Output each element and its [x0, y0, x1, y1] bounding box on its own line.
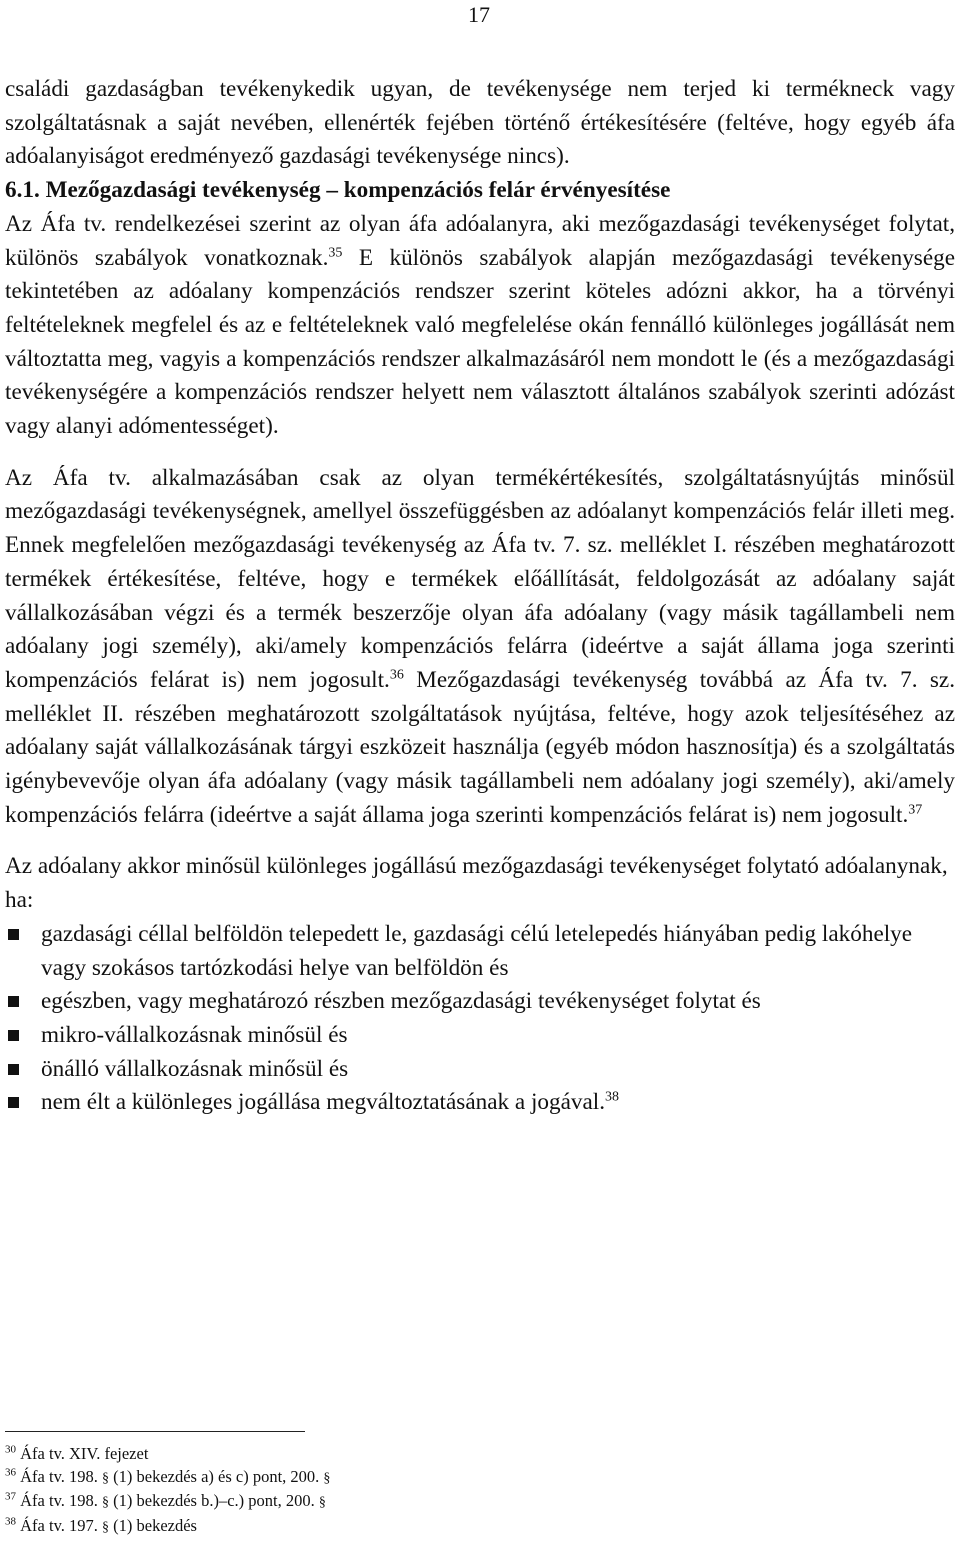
section-sign: §	[102, 1495, 109, 1511]
conditions-list	[5, 918, 955, 1120]
footnote-number: 38	[5, 1515, 16, 1528]
footnote-text: Áfa tv. 197.	[20, 1515, 102, 1535]
square-bullet-icon	[8, 1097, 19, 1108]
footnote-item	[5, 1443, 330, 1466]
footnote-text: (1) bekezdés b.)–c.) pont, 200.	[113, 1491, 319, 1511]
section-sign: §	[318, 1495, 326, 1511]
paragraph-text: Mezőgazdasági tevékenység továbbá az Áfa tv. 7. sz. melléklet II. részében meghatározott szolgáltatások nyújtása, feltéve, hogy azok teljesítéséhez az adóalany saját vállalkozásának tárgyi eszközeit használja (egyéb módon hasznosítja) és a szolgáltatás igénybevevője olyan áfa adóalany (vagy másik tagállambeli nem adóalany jogi személy), aki/amely kompenzációs felárra (ideértve a saját állama joga szerinti kompenzációs felárat is) nem jogosult.	[5, 666, 955, 828]
square-bullet-icon	[8, 1030, 19, 1041]
square-bullet-icon	[8, 929, 19, 940]
list-item	[5, 985, 955, 1019]
paragraph-agricultural-activity	[5, 462, 955, 833]
footnote-divider	[5, 1431, 305, 1432]
footnote-item	[5, 1515, 330, 1540]
list-item-text: mikro-vállalkozásnak minősül és	[41, 1021, 348, 1048]
document-body	[5, 73, 955, 1120]
square-bullet-icon	[8, 996, 19, 1007]
section-heading: 6.1. Mezőgazdasági tevékenység – kompenzációs felár érvényesítése	[5, 177, 671, 204]
section-sign: §	[323, 1470, 331, 1486]
paragraph-text: Az Áfa tv. rendelkezései szerint az olyan áfa adóalanyra, aki mezőgazdasági tevékenységet folytat, különös szabályok vonatkoznak.	[5, 210, 955, 271]
list-item	[5, 1019, 955, 1053]
footnote-number: 37	[5, 1490, 16, 1503]
paragraph-text: E különös szabályok alapján mezőgazdasági tevékenysége tekintetében az adóalany kompenzációs rendszer szerint köteles adózni akkor, ha a törvényi feltételeknek megfelel és az e feltételeknek való megfelelése okán fennálló különleges jogállását nem változtatta meg, vagyis a kompenzációs rendszer alkalmazásáról nem mondott le (és a mezőgazdasági tevékenységére a kompenzációs rendszer helyett nem választott általános szabályok szerinti adózást vagy alanyi adómentességet).	[5, 244, 955, 440]
page-number: 17	[468, 2, 490, 27]
footnote-text: (1) bekezdés	[113, 1515, 197, 1535]
list-item-text: nem élt a különleges jogállása megváltoztatásának a jogával.	[41, 1089, 606, 1116]
footnote-ref[interactable]: 36	[389, 667, 404, 683]
paragraph-intro: családi gazdaságban tevékenykedik ugyan, de tevékenysége nem terjed ki termékneck vagy szolgáltatásnak a saját nevében, ellenérték fejében történő értékesítésére (feltéve, hogy egyéb áfa adóalanyiságot eredményező gazdasági tevékenysége nincs).	[5, 76, 955, 170]
list-item-text: gazdasági céllal belföldön telepedett le, gazdasági célú letelepedés hiányában pedig lakóhelye vagy szokásos tartózkodási helye van belföldön és	[41, 920, 913, 981]
list-item-text: egészben, vagy meghatározó részben mezőgazdasági tevékenységet folytat és	[41, 988, 761, 1015]
list-item	[5, 1053, 955, 1087]
footnote-text: Áfa tv. XIV. fejezet	[20, 1444, 149, 1463]
footnotes	[5, 1443, 330, 1539]
paragraph-conditions-intro: Az adóalany akkor minősül különleges jogállású mezőgazdasági tevékenységet folytató adóalanynak, ha:	[5, 853, 948, 914]
square-bullet-icon	[8, 1064, 19, 1075]
paragraph-text: Az Áfa tv. alkalmazásában csak az olyan termékértékesítés, szolgáltatásnyújtás minősül mezőgazdasági tevékenységnek, amellyel összefüggésben az adóalanyt kompenzációs felár illeti meg. Ennek megfelelően mezőgazdasági tevékenység az Áfa tv. 7. sz. melléklet I. részében meghatározott termékek értékesítése, feltéve, hogy e termékek előállítását, feldolgozását az adóalany saját vállalkozásában végzi és a termék beszerzője olyan áfa adóalany (vagy másik tagállambeli nem adóalany jogi személy), aki/amely kompenzációs felárra (ideértve a saját állama joga szerinti kompenzációs felárat is) nem jogosult.	[5, 464, 955, 693]
list-item	[5, 918, 955, 985]
footnote-item	[5, 1490, 330, 1515]
footnote-ref[interactable]: 38	[605, 1089, 620, 1105]
section-sign: §	[102, 1470, 109, 1486]
footnote-number: 30	[5, 1443, 16, 1456]
section-sign: §	[102, 1519, 109, 1535]
footnote-number: 36	[5, 1466, 16, 1479]
footnote-ref[interactable]: 35	[328, 244, 343, 260]
footnote-item	[5, 1466, 330, 1491]
list-item-text: önálló vállalkozásnak minősül és	[41, 1055, 349, 1082]
footnote-text: Áfa tv. 198.	[20, 1491, 102, 1511]
list-item	[5, 1086, 955, 1120]
footnote-text: (1) bekezdés a) és c) pont, 200.	[113, 1466, 324, 1486]
paragraph-special-rules	[5, 208, 955, 444]
footnote-text: Áfa tv. 198.	[20, 1466, 102, 1486]
footnote-ref[interactable]: 37	[908, 802, 923, 818]
